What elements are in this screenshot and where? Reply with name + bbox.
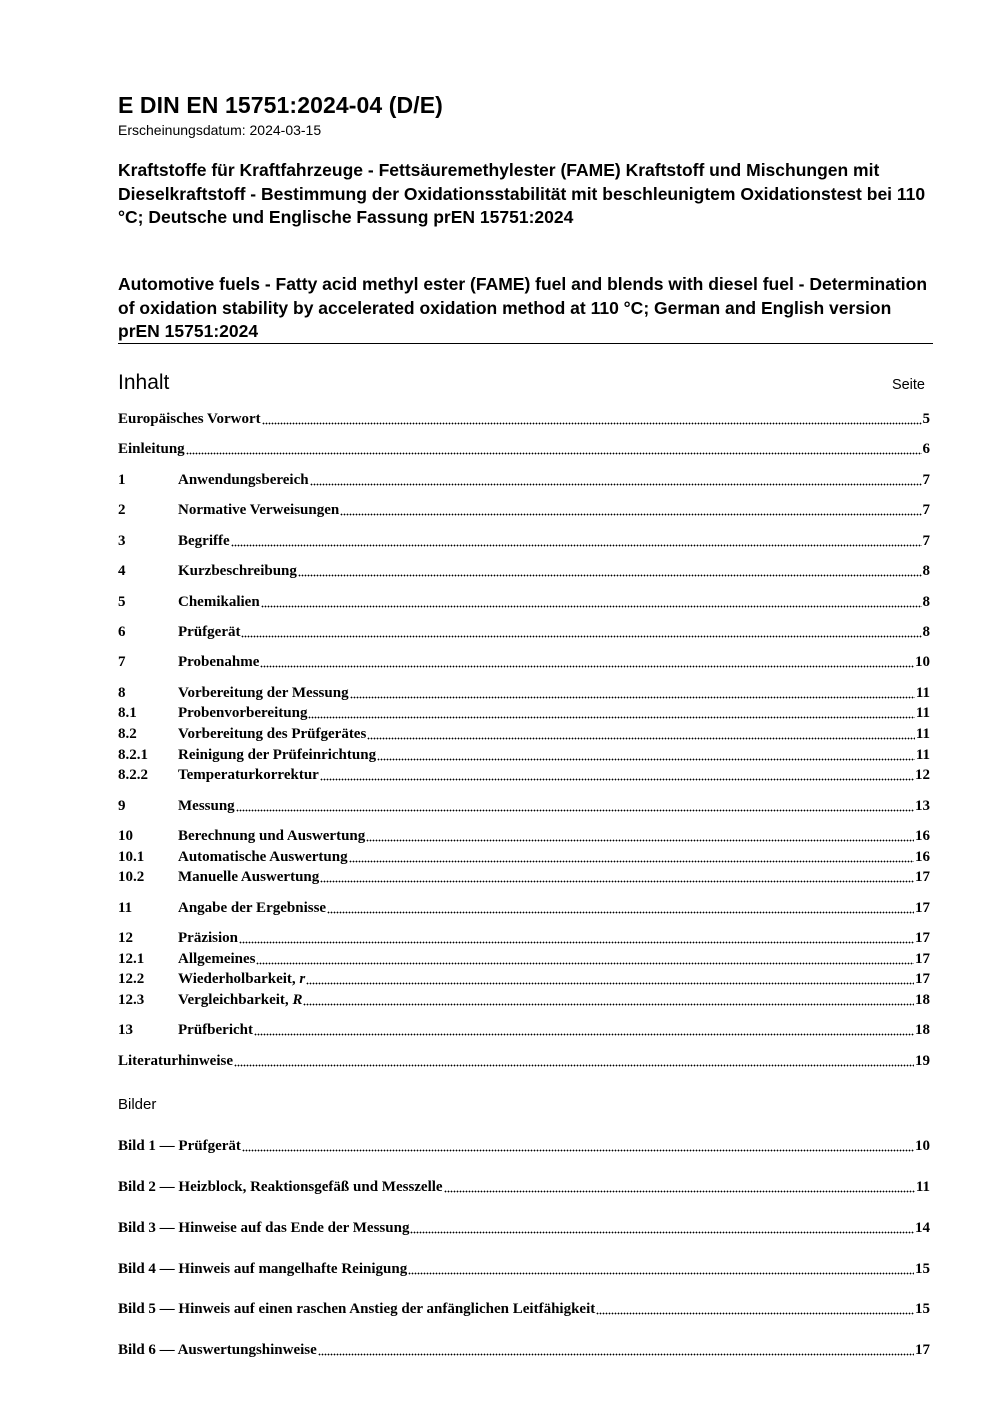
toc-entry-number: 4	[118, 563, 126, 579]
toc-entry[interactable]	[118, 408, 930, 428]
toc-leader-dots	[310, 471, 922, 486]
toc-entry-title: Allgemeines	[178, 951, 256, 967]
toc-entry[interactable]	[118, 438, 930, 458]
toc-entry-number: 6	[118, 624, 126, 640]
toc-entry-title-symbol: r	[299, 971, 306, 987]
toc-entry-page: 17	[915, 930, 930, 946]
toc-entry-number: 8.2.1	[118, 747, 148, 763]
toc-leader-dots	[186, 440, 922, 455]
toc-entry-number: 9	[118, 798, 126, 814]
toc-leader-dots	[242, 1137, 914, 1152]
toc-entry[interactable]	[118, 1050, 930, 1070]
toc-entry-page: 7	[922, 533, 930, 549]
toc-entry-page: 7	[922, 502, 930, 518]
toc-entry-title: Probenvorbereitung	[178, 705, 308, 721]
toc-entry-page: 17	[915, 971, 930, 987]
toc-entry-number: 7	[118, 654, 126, 670]
toc-entry-title: Literaturhinweise	[118, 1053, 233, 1069]
toc-entry-page: 18	[915, 992, 930, 1008]
publication-date: Erscheinungsdatum: 2024-03-15	[118, 122, 322, 138]
toc-entry-page: 11	[915, 747, 930, 763]
toc-entry[interactable]	[118, 897, 930, 917]
figure-entry-title: Bild 6 — Auswertungshinweise	[118, 1342, 317, 1358]
toc-leader-dots	[308, 704, 914, 719]
figure-entry[interactable]	[118, 1258, 930, 1278]
toc-leader-dots	[231, 532, 922, 547]
toc-leader-dots	[236, 797, 914, 812]
toc-entry-number: 8.2.2	[118, 767, 148, 783]
toc-entry[interactable]	[118, 723, 930, 743]
toc-leader-dots	[262, 410, 922, 425]
toc-entry-page: 8	[922, 594, 930, 610]
toc-entry-title: Prüfgerät	[178, 624, 241, 640]
toc-entry[interactable]	[118, 744, 930, 764]
toc-leader-dots	[261, 593, 922, 608]
toc-leader-dots	[234, 1052, 914, 1067]
toc-entry-title: Vorbereitung der Messung	[178, 685, 349, 701]
toc-entry[interactable]	[118, 499, 930, 519]
toc-entry[interactable]	[118, 968, 930, 988]
figure-entry-title: Bild 1 — Prüfgerät	[118, 1138, 241, 1154]
toc-leader-dots	[408, 1260, 914, 1275]
toc-entry-number: 11	[118, 900, 133, 916]
toc-entry-page: 19	[915, 1053, 930, 1069]
toc-entry-title: Angabe der Ergebnisse	[178, 900, 327, 916]
toc-entry-number: 12.1	[118, 951, 145, 967]
figure-entry-page: 17	[915, 1342, 930, 1358]
toc-entry-title: Normative Verweisungen	[178, 502, 340, 518]
toc-heading: Inhalt	[118, 371, 170, 394]
toc-leader-dots	[306, 970, 914, 985]
document-id: E DIN EN 15751:2024-04 (D/E)	[118, 92, 443, 118]
toc-entry-title-text: Vergleichbarkeit,	[178, 992, 293, 1008]
english-title: Automotive fuels - Fatty acid methyl ester (FAME) fuel and blends with diesel fuel - Determination of oxidation stability by accelerated oxidation method at 110 °C; German and English version prEN 15751:2024	[118, 274, 928, 341]
toc-leader-dots	[320, 766, 914, 781]
figure-entry-page: 15	[915, 1301, 930, 1317]
toc-entry-title: Temperaturkorrektur	[178, 767, 319, 783]
toc-leader-dots	[254, 1021, 914, 1036]
toc-entry-page: 17	[915, 951, 930, 967]
toc-entry[interactable]	[118, 846, 930, 866]
figure-entry-page: 15	[915, 1261, 930, 1277]
toc-entry[interactable]	[118, 1019, 930, 1039]
toc-leader-dots	[256, 950, 914, 965]
toc-entry-page: 11	[915, 685, 930, 701]
toc-entry[interactable]	[118, 621, 930, 641]
toc-leader-dots	[377, 746, 915, 761]
toc-entry-page: 18	[915, 1022, 930, 1038]
toc-entry-number: 13	[118, 1022, 133, 1038]
toc-entry[interactable]	[118, 825, 930, 845]
toc-entry-number: 8.1	[118, 705, 137, 721]
title-divider	[118, 343, 933, 344]
toc-entry-title: Automatische Auswertung	[178, 849, 348, 865]
toc-entry-number: 5	[118, 594, 126, 610]
figure-entry-page: 14	[915, 1220, 930, 1236]
toc-entry-number: 1	[118, 472, 126, 488]
toc-entry[interactable]	[118, 948, 930, 968]
toc-entry-page: 17	[915, 869, 930, 885]
toc-leader-dots	[596, 1300, 914, 1315]
figure-entry-title: Bild 3 — Hinweise auf das Ende der Messung	[118, 1220, 410, 1236]
toc-entry[interactable]	[118, 530, 930, 550]
toc-entry[interactable]	[118, 795, 930, 815]
toc-entry[interactable]	[118, 591, 930, 611]
toc-entry-number: 12	[118, 930, 133, 946]
toc-entry-page: 13	[915, 798, 930, 814]
toc-leader-dots	[260, 653, 914, 668]
toc-entry-title: Probenahme	[178, 654, 260, 670]
toc-entry-number: 8.2	[118, 726, 137, 742]
figure-entry[interactable]	[118, 1217, 930, 1237]
toc-leader-dots	[298, 562, 922, 577]
toc-entry-number: 10.2	[118, 869, 145, 885]
toc-entry-title: Europäisches Vorwort	[118, 411, 261, 427]
figure-entry-page: 11	[915, 1179, 930, 1195]
toc-leader-dots	[320, 868, 914, 883]
toc-entry-number: 12.3	[118, 992, 145, 1008]
toc-entry-title: Berechnung und Auswertung	[178, 828, 366, 844]
toc-entry-title: Kurzbeschreibung	[178, 563, 297, 579]
toc-leader-dots	[444, 1178, 915, 1193]
toc-entry-title: Chemikalien	[178, 594, 260, 610]
toc-entry-page: 8	[922, 563, 930, 579]
toc-entry-title	[178, 971, 305, 988]
toc-entry-number: 10.1	[118, 849, 145, 865]
toc-entry-page: 11	[915, 726, 930, 742]
toc-entry-title: Anwendungsbereich	[178, 472, 309, 488]
toc-entry-page: 11	[915, 705, 930, 721]
toc-entry-page: 10	[915, 654, 930, 670]
toc-entry-number: 2	[118, 502, 126, 518]
figure-entry-page: 10	[915, 1138, 930, 1154]
figure-entry[interactable]	[118, 1176, 930, 1196]
toc-entry-number: 10	[118, 828, 133, 844]
toc-leader-dots	[350, 684, 915, 699]
toc-entry[interactable]	[118, 764, 930, 784]
toc-entry-title: Einleitung	[118, 441, 185, 457]
figure-entry-title: Bild 4 — Hinweis auf mangelhafte Reinigung	[118, 1261, 408, 1277]
toc-leader-dots	[327, 899, 914, 914]
toc-leader-dots	[410, 1219, 914, 1234]
figure-entry-title: Bild 5 — Hinweis auf einen raschen Anstieg der anfänglichen Leitfähigkeit	[118, 1301, 596, 1317]
toc-entry-title: Präzision	[178, 930, 238, 946]
toc-entry-title-symbol: R	[292, 992, 303, 1008]
toc-entry-page: 16	[915, 828, 930, 844]
toc-entry-title-text: Wiederholbarkeit,	[178, 971, 300, 987]
toc-entry[interactable]	[118, 651, 930, 671]
toc-entry-title: Begriffe	[178, 533, 230, 549]
toc-entry[interactable]	[118, 560, 930, 580]
toc-entry[interactable]	[118, 989, 930, 1009]
toc-entry-title: Vorbereitung des Prüfgerätes	[178, 726, 367, 742]
toc-leader-dots	[340, 501, 921, 516]
figure-entry-title: Bild 2 — Heizblock, Reaktionsgefäß und Messzelle	[118, 1179, 443, 1195]
toc-entry-title: Prüfbericht	[178, 1022, 253, 1038]
toc-entry-page: 7	[922, 472, 930, 488]
toc-entry-title: Manuelle Auswertung	[178, 869, 320, 885]
figure-entry[interactable]	[118, 1339, 930, 1359]
toc-entry-page: 6	[922, 441, 930, 457]
toc-entry[interactable]	[118, 469, 930, 489]
toc-entry-page: 12	[915, 767, 930, 783]
toc-entry-page: 16	[915, 849, 930, 865]
toc-entry-page: 5	[922, 411, 930, 427]
figures-heading: Bilder	[118, 1096, 157, 1113]
toc-entry[interactable]	[118, 702, 930, 722]
toc-entry-page: 8	[922, 624, 930, 640]
toc-leader-dots	[366, 827, 914, 842]
toc-leader-dots	[318, 1341, 914, 1356]
toc-entry-title: Messung	[178, 798, 235, 814]
toc-entry-title	[178, 992, 302, 1009]
toc-entry-title: Reinigung der Prüfeinrichtung	[178, 747, 377, 763]
toc-entry[interactable]	[118, 927, 930, 947]
figure-entry[interactable]	[118, 1135, 930, 1155]
toc-entry[interactable]	[118, 682, 930, 702]
toc-entry-number: 8	[118, 685, 126, 701]
toc-entry-number: 12.2	[118, 971, 145, 987]
toc-page-column-label: Seite	[891, 377, 925, 393]
toc-leader-dots	[367, 725, 915, 740]
toc-entry-page: 17	[915, 900, 930, 916]
toc-leader-dots	[303, 991, 914, 1006]
toc-entry-number: 3	[118, 533, 126, 549]
toc-leader-dots	[241, 623, 921, 638]
figure-entry[interactable]	[118, 1298, 930, 1318]
toc-entry[interactable]	[118, 866, 930, 886]
german-title: Kraftstoffe für Kraftfahrzeuge - Fettsäuremethylester (FAME) Kraftstoff und Mischungen mit Dieselkraftstoff - Bestimmung der Oxidationsstabilität mit beschleunigtem Oxidationstest bei 110 °C; Deutsche und Englische Fassung prEN 15751:2024	[118, 160, 926, 227]
toc-leader-dots	[239, 929, 914, 944]
toc-leader-dots	[349, 848, 914, 863]
